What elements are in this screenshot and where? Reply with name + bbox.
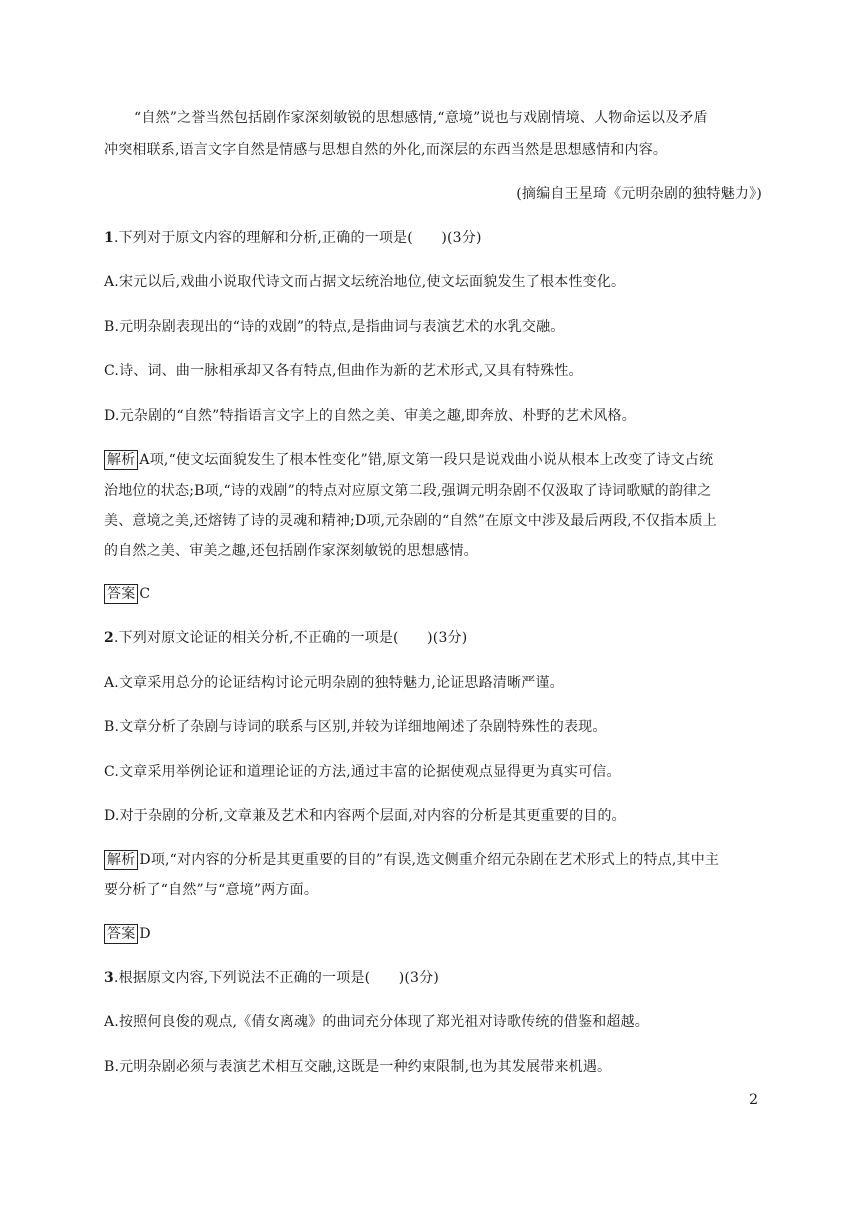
passage-source: (摘编自王星琦《元明杂剧的独特魅力》) (516, 186, 762, 202)
answer-label: 答案 (104, 924, 138, 944)
question-1-number: 1 (104, 230, 114, 246)
question-1-option-d: D.元杂剧的“自然”特指语言文字上的自然之美、审美之趣,即奔放、朴野的艺术风格。 (104, 408, 636, 424)
question-2-analysis-line-2: 要分析了“自然”与“意境”两方面。 (104, 882, 319, 898)
question-2-analysis-line-1 (104, 850, 764, 870)
question-1-answer (104, 584, 764, 604)
question-3-option-a: A.按照何良俊的观点,《倩女离魂》的曲词充分体现了郑光祖对诗歌传统的借鉴和超越。 (104, 1014, 650, 1030)
question-2-answer-value: D (139, 926, 151, 942)
question-1-option-b: B.元明杂剧表现出的“诗的戏剧”的特点,是指曲词与表演艺术的水乳交融。 (104, 319, 565, 335)
page-number: 2 (749, 1092, 758, 1108)
question-2-number: 2 (104, 630, 114, 646)
passage-line-1: “自然”之誉当然包括剧作家深刻敏锐的思想感情,“意境”说也与戏剧情境、人物命运以及矛盾 (134, 110, 708, 126)
question-2-option-a: A.文章采用总分的论证结构讨论元明杂剧的独特魅力,论证思路清晰严谨。 (104, 675, 564, 691)
question-2-option-d: D.对于杂剧的分析,文章兼及艺术和内容两个层面,对内容的分析是其更重要的目的。 (104, 808, 626, 824)
question-1-text: .下列对于原文内容的理解和分析,正确的一项是( )(3分) (113, 230, 482, 246)
analysis-label: 解析 (104, 850, 138, 870)
question-1-stem (104, 228, 764, 248)
question-1-option-c: C.诗、词、曲一脉相承却又各有特点,但曲作为新的艺术形式,又具有特殊性。 (104, 363, 583, 379)
question-2-option-c: C.文章采用举例论证和道理论证的方法,通过丰富的论据使观点显得更为真实可信。 (104, 764, 621, 780)
answer-label: 答案 (104, 584, 138, 604)
question-2-option-b: B.文章分析了杂剧与诗词的联系与区别,并较为详细地阐述了杂剧特殊性的表现。 (104, 719, 607, 735)
question-2-text: .下列对原文论证的相关分析,不正确的一项是( )(3分) (113, 630, 468, 646)
question-3-number: 3 (104, 970, 114, 986)
question-3-text: .根据原文内容,下列说法不正确的一项是( )(3分) (113, 970, 440, 986)
question-1-analysis-line-2: 治地位的状态;B项,“诗的戏剧”的特点对应原文第二段,强调元明杂剧不仅汲取了诗词歌赋的韵律之 (104, 483, 712, 499)
question-1-answer-value: C (139, 586, 151, 602)
question-2-analysis-text-1: D项,“对内容的分析是其更重要的目的”有误,选文侧重介绍元杂剧在艺术形式上的特点,其中主 (139, 852, 720, 868)
question-1-analysis-text-1: A项,“使文坛面貌发生了根本性变化”错,原文第一段只是说戏曲小说从根本上改变了诗文占统 (139, 452, 714, 468)
analysis-label: 解析 (104, 450, 138, 470)
question-3-option-b: B.元明杂剧必须与表演艺术相互交融,这既是一种约束限制,也为其发展带来机遇。 (104, 1059, 612, 1075)
question-1-analysis-line-3: 美、意境之美,还熔铸了诗的灵魂和精神;D项,元杂剧的“自然”在原文中涉及最后两段,不仅指本质上 (104, 513, 718, 529)
question-1-analysis-line-1 (104, 450, 764, 470)
question-1-analysis-line-4: 的自然之美、审美之趣,还包括剧作家深刻敏锐的思想感情。 (104, 543, 478, 559)
question-2-stem (104, 628, 764, 648)
passage-line-2: 冲突相联系,语言文字自然是情感与思想自然的外化,而深层的东西当然是思想感情和内容。 (104, 142, 668, 158)
question-3-stem (104, 968, 764, 988)
question-2-answer (104, 924, 764, 944)
question-1-option-a: A.宋元以后,戏曲小说取代诗文而占据文坛统治地位,使文坛面貌发生了根本性变化。 (104, 274, 626, 290)
